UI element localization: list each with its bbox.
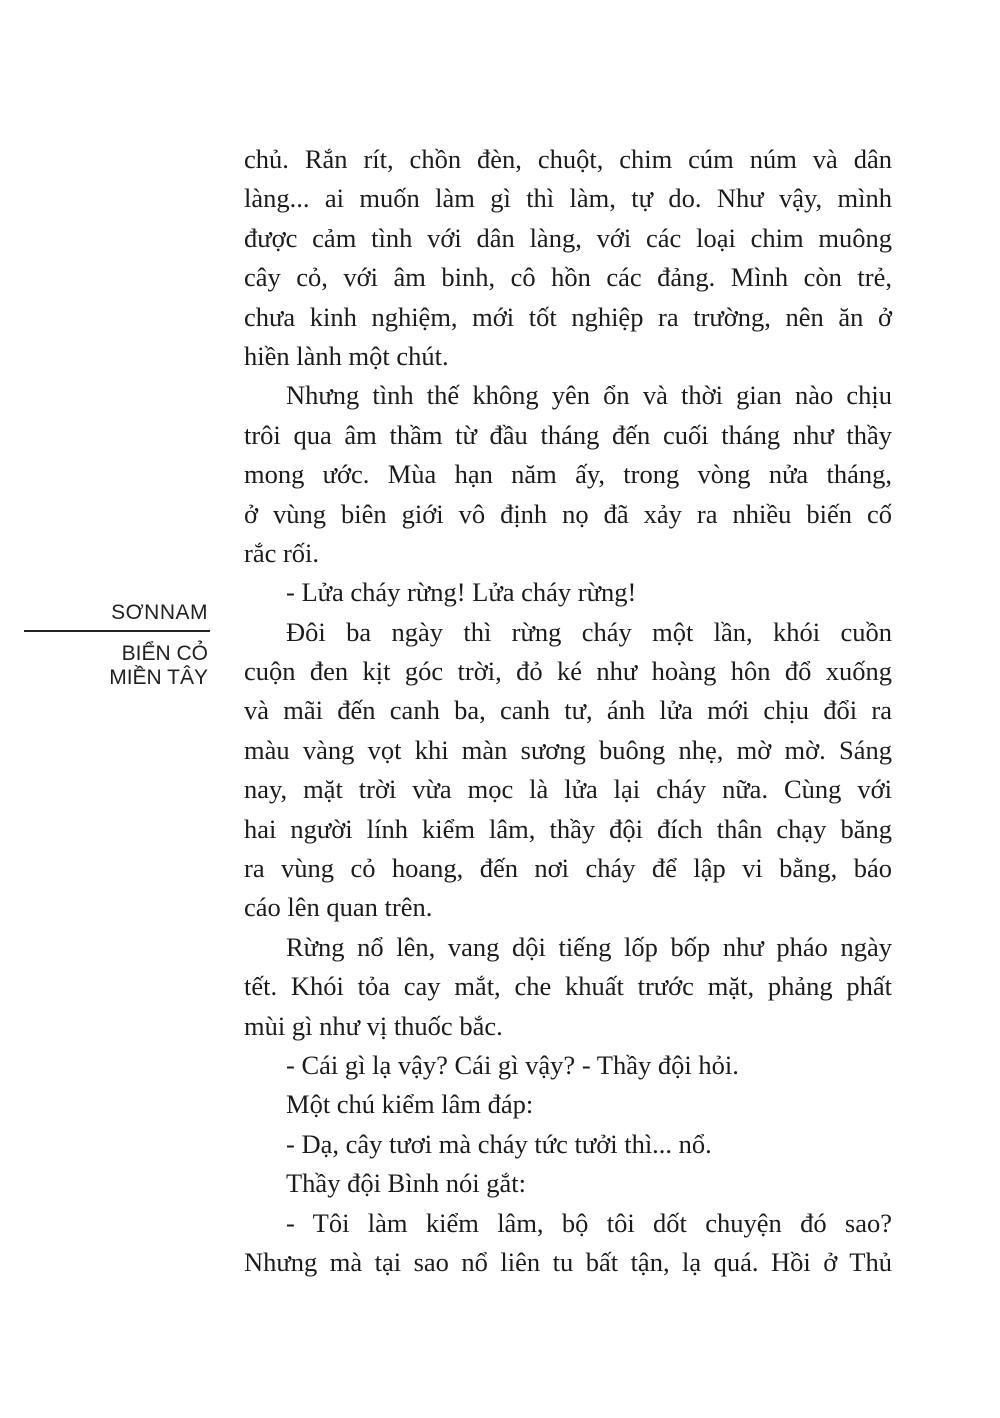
text-line: cuộn đen kịt góc trời, đỏ ké như hoàng hôn đổ xuống <box>244 656 892 687</box>
text-line: Đôi ba ngày thì rừng cháy một lần, khói cuồn <box>286 616 892 647</box>
text-line: rắc rối. <box>244 537 320 568</box>
text-line: - Lửa cháy rừng! Lửa cháy rừng! <box>286 577 637 608</box>
text-line: chủ. Rắn rít, chồn đèn, chuột, chim cúm núm và dân <box>244 144 892 174</box>
text-line: làng... ai muốn làm gì thì làm, tự do. Như vậy, mình <box>244 183 892 214</box>
text-line: ra vùng cỏ hoang, đến nơi cháy để lập vi bằng, báo <box>244 853 892 884</box>
text-line: nay, mặt trời vừa mọc là lửa lại cháy nữa. Cùng với <box>244 774 892 805</box>
text-line: - Cái gì lạ vậy? Cái gì vậy? - Thầy đội hỏi. <box>286 1049 739 1080</box>
book-title-line-1: BIỂN CỎ <box>121 642 208 665</box>
book-title-line-2: MIỀN TÂY <box>109 666 208 689</box>
text-line: cáo lên quan trên. <box>244 892 433 923</box>
text-line: Nhưng mà tại sao nổ liên tu bất tận, lạ quá. Hồi ở Thủ <box>244 1246 892 1277</box>
text-line: Nhưng tình thế không yên ổn và thời gian nào chịu <box>286 380 892 411</box>
text-line: Một chú kiểm lâm đáp: <box>286 1089 534 1120</box>
sidebar-divider <box>24 630 210 632</box>
text-line: mong ước. Mùa hạn năm ấy, trong vòng nửa tháng, <box>244 459 892 490</box>
text-line: trôi qua âm thầm từ đầu tháng đến cuối tháng như thầy <box>244 419 892 450</box>
text-line: được cảm tình với dân làng, với các loại chim muông <box>244 222 892 253</box>
text-line: mùi gì như vị thuốc bắc. <box>244 1010 503 1041</box>
text-line: chưa kinh nghiệm, mới tốt nghiệp ra trường, nên ăn ở <box>244 301 892 332</box>
author-name: SƠNNAM <box>111 601 208 624</box>
text-line: ở vùng biên giới vô định nọ đã xảy ra nhiều biến cố <box>244 498 892 529</box>
text-line: hiền lành một chút. <box>244 340 449 371</box>
text-line: - Tôi làm kiểm lâm, bộ tôi dốt chuyện đó sao? <box>286 1207 892 1238</box>
body-text <box>244 140 892 1282</box>
running-header-sidebar <box>24 598 210 690</box>
text-line: cây cỏ, với âm binh, cô hồn các đảng. Mình còn trẻ, <box>244 262 892 293</box>
text-line: màu vàng vọt khi màn sương buông nhẹ, mờ mờ. Sáng <box>244 734 892 765</box>
text-line: hai người lính kiểm lâm, thầy đội đích thân chạy băng <box>244 813 892 844</box>
text-line: Thầy đội Bình nói gắt: <box>286 1168 526 1199</box>
text-line: tết. Khói tỏa cay mắt, che khuất trước mặt, phảng phất <box>244 971 892 1002</box>
text-line: Rừng nổ lên, vang dội tiếng lốp bốp như pháo ngày <box>286 931 892 962</box>
text-line: và mãi đến canh ba, canh tư, ánh lửa mới chịu đổi ra <box>244 695 892 726</box>
text-line: - Dạ, cây tươi mà cháy tức tưởi thì... nổ. <box>286 1128 712 1159</box>
